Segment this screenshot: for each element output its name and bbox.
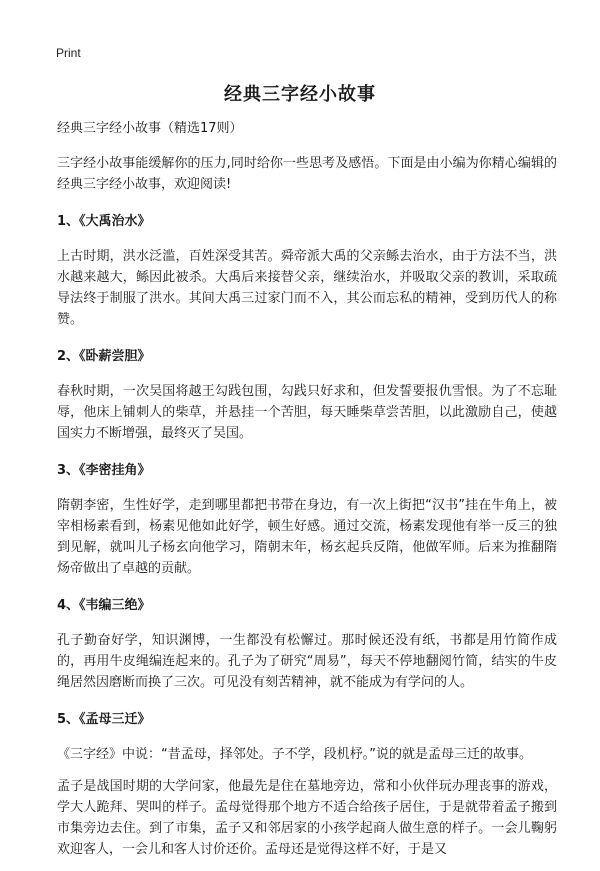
intro-paragraph: 三字经小故事能缓解你的压力,同时给你一些思考及感悟。下面是由小编为你精心编辑的经典三字经小故事，欢迎阅读!	[57, 156, 557, 192]
story-heading-2: 2、《卧薪尝胆》	[57, 349, 151, 364]
story-paragraph: 春秋时期，一次吴国将越王勾践包围，勾践只好求和，但发誓要报仇雪恨。为了不忘耻辱，他床上铺刺人的柴草，并悬挂一个苦胆，每天睡柴草尝苦胆，以此激励自己，使越国实力不断增强，最终灭了吴国。	[57, 384, 557, 441]
story-paragraph: 《三字经》中说：“昔孟母，择邻处。子不学，段机杼。”说的就是孟母三迁的故事。	[57, 747, 532, 762]
story-heading-4: 4、《韦编三绝》	[57, 598, 151, 613]
story-heading-5: 5、《孟母三迁》	[57, 712, 151, 727]
story-paragraph: 上古时期，洪水泛滥，百姓深受其苦。舜帝派大禹的父亲鲧去治水，由于方法不当，洪水越来越大，鲧因此被杀。大禹后来接替父亲，继续治水，并吸取父亲的教训，采取疏导法终于制服了洪水。其间大禹三过家门而不入，其公而忘私的精神，受到历代人的称赞。	[57, 249, 557, 327]
page-title: 经典三字经小故事	[224, 84, 376, 105]
article-body	[57, 118, 557, 871]
story-heading-1: 1、《大禹治水》	[57, 214, 151, 229]
story-paragraph: 孔子勤奋好学，知识渊博，一生都没有松懈过。那时候还没有纸，书都是用竹简作成的，再用牛皮绳编连起来的。孔子为了研究“周易”，每天不停地翻阅竹简，结实的牛皮绳居然因磨断而换了三次。可见没有刻苦精神，就不能成为有学问的人。	[57, 633, 557, 690]
story-heading-3: 3、《李密挂角》	[57, 463, 151, 478]
print-link[interactable]: Print	[56, 46, 81, 60]
story-paragraph: 孟子是战国时期的大学问家，他最先是住在墓地旁边，常和小伙伴玩办理丧事的游戏，学大人跪拜、哭叫的样子。孟母觉得那个地方不适合给孩子居住，于是就带着孟子搬到市集旁边去住。到了市集，孟子又和邻居家的小孩学起商人做生意的样子。一会儿鞠躬欢迎客人，一会儿和客人讨价还价。孟母还是觉得这样不好，于是又	[57, 779, 557, 857]
story-paragraph: 隋朝李密，生性好学，走到哪里都把书带在身边，有一次上街把“汉书”挂在牛角上，被宰相杨素看到，杨素见他如此好学，顿生好感。通过交流，杨素发现他有举一反三的独到见解，就叫儿子杨玄向他学习，隋朝末年，杨玄起兵反隋，他做军师。后来为推翻隋炀帝做出了卓越的贡献。	[57, 498, 557, 576]
article-subtitle: 经典三字经小故事（精选17则）	[57, 121, 243, 136]
